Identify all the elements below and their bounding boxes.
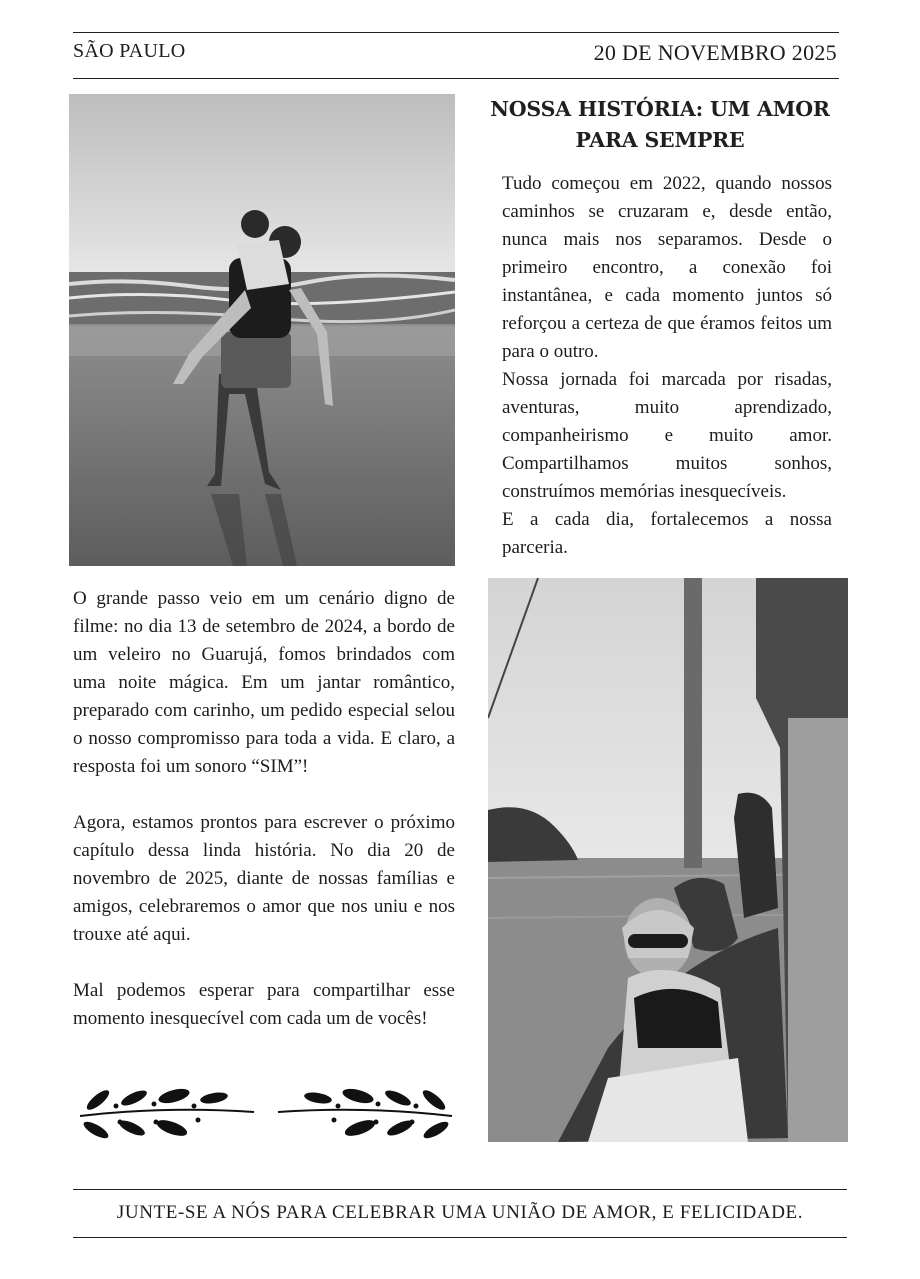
header-date: 20 DE NOVEMBRO 2025	[593, 40, 837, 65]
couple-beach-photo	[69, 94, 455, 566]
story-paragraph-3: Mal podemos esperar para compartilhar esse momento inesquecível com cada um de vocês!	[73, 980, 455, 1029]
header-city: SÃO PAULO	[73, 40, 186, 62]
story-title-line1: NOSSA HISTÓRIA: UM AMOR	[490, 97, 830, 121]
leafy-branch-left-icon	[76, 1076, 256, 1140]
footer-bottom-rule	[73, 1237, 847, 1238]
story-title	[490, 94, 830, 156]
leafy-branch-right-icon	[276, 1076, 456, 1140]
footer-invitation: JUNTE-SE A NÓS PARA CELEBRAR UMA UNIÃO DE AMOR, E FELICIDADE.	[116, 1202, 804, 1223]
intro-paragraph-1: Tudo começou em 2022, quando nossos caminhos se cruzaram e, desde então, nunca mais nos separamos. Desde o primeiro encontro, a conexão foi instantânea, e cada momento juntos só reforçou a certeza de que éramos feitos um para o outro.	[502, 173, 832, 362]
header-bottom-rule	[73, 78, 839, 79]
intro-text	[502, 170, 832, 562]
story-text	[73, 585, 455, 1061]
couple-sailboat-photo	[488, 578, 848, 1142]
intro-paragraph-2: Nossa jornada foi marcada por risadas, aventuras, muito aprendizado, companheirismo e muito amor. Compartilhamos muitos sonhos, construímos memórias inesquecíveis.	[502, 369, 832, 502]
intro-paragraph-3: E a cada dia, fortalecemos a nossa parceria.	[502, 509, 832, 558]
footer-top-rule	[73, 1189, 847, 1190]
story-title-line2: PARA SEMPRE	[575, 128, 745, 152]
story-paragraph-2: Agora, estamos prontos para escrever o próximo capítulo dessa linda história. No dia 20 de novembro de 2025, diante de nossas famílias e amigos, celebraremos o amor que nos uniu e nos trouxe até aqui.	[73, 812, 455, 945]
story-paragraph-1: O grande passo veio em um cenário digno de filme: no dia 13 de setembro de 2024, a bordo de um veleiro no Guarujá, fomos brindados com uma noite mágica. Em um jantar romântico, preparado com carinho, um pedido especial selou o nosso compromisso para toda a vida. E claro, a resposta foi um sonoro “SIM”!	[73, 588, 455, 777]
header-top-rule	[73, 32, 839, 33]
